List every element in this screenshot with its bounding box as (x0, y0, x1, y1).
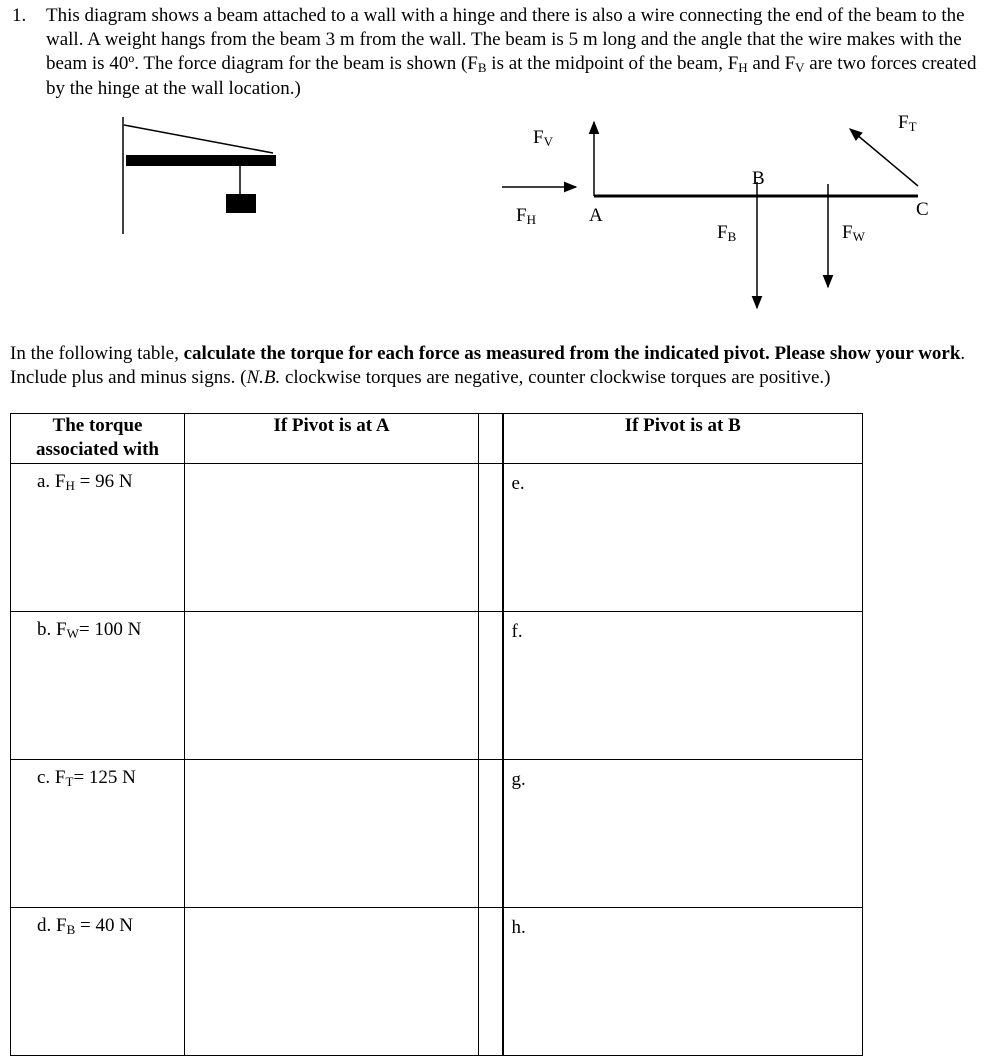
answer-pivot-a[interactable] (185, 908, 479, 1056)
spacer-cell (479, 760, 503, 908)
row-label-cell: a. $F_H = 96$ N (11, 464, 185, 612)
beam-diagram (0, 100, 992, 315)
answer-pivot-b[interactable]: e. (503, 464, 863, 612)
ft-label: FT (898, 112, 917, 134)
table-row (11, 908, 863, 1056)
answer-pivot-b[interactable]: g. (503, 760, 863, 908)
fv-label: FV (533, 127, 553, 149)
beam (126, 155, 276, 166)
answer-pivot-b[interactable]: f. (503, 612, 863, 760)
fb-label: FB (717, 222, 737, 244)
header-spacer (479, 414, 503, 464)
instructions: In the following table, calculate the torque for each force as measured from the indicated pivot. Please show your work. Include plus and minus signs. (N.B. clockwise torques are negative, counter clockwise torques are positive.) (10, 343, 966, 388)
question (12, 4, 980, 101)
question-text: This diagram shows a beam attached to a wall with a hinge and there is also a wire connecting the end of the beam to the wall. A weight hangs from the beam 3 m from the wall. The beam is 5 m long and the angle that the wire makes with the beam is 40º. The force diagram for the beam is shown ($F_B$ is at the midpoint of the beam, $F_H$ and $F_V$ are two forces created by the hinge at the wall location.) (46, 5, 977, 99)
table-row (11, 612, 863, 760)
answer-pivot-a[interactable] (185, 760, 479, 908)
row-label-cell: b. $F_W= 100$ N (11, 612, 185, 760)
ft-arrow (850, 129, 918, 186)
fw-label: FW (842, 222, 865, 244)
table-row (11, 464, 863, 612)
physical-sketch (123, 117, 276, 234)
table-header-row (11, 414, 863, 464)
spacer-cell (479, 612, 503, 760)
header-pivot-a: If Pivot is at A (185, 414, 479, 464)
answer-pivot-a[interactable] (185, 612, 479, 760)
header-pivot-b: If Pivot is at B (503, 414, 863, 464)
fh-label: FH (516, 205, 536, 227)
force-diagram (502, 112, 929, 308)
point-b-label: B (752, 168, 765, 189)
weight (226, 194, 256, 213)
point-a-label: A (589, 205, 603, 226)
point-c-label: C (916, 199, 929, 220)
answer-pivot-a[interactable] (185, 464, 479, 612)
table-row (11, 760, 863, 908)
answer-pivot-b[interactable]: h. (503, 908, 863, 1056)
spacer-cell (479, 464, 503, 612)
header-torque-associated: The torque associated with (11, 414, 185, 464)
question-number: 1. (12, 5, 27, 26)
spacer-cell (479, 908, 503, 1056)
row-label-cell: c. $F_T= 125$ N (11, 760, 185, 908)
torque-table (10, 413, 863, 1056)
wire (124, 125, 273, 153)
row-label-cell: d. $F_B = 40$ N (11, 908, 185, 1056)
